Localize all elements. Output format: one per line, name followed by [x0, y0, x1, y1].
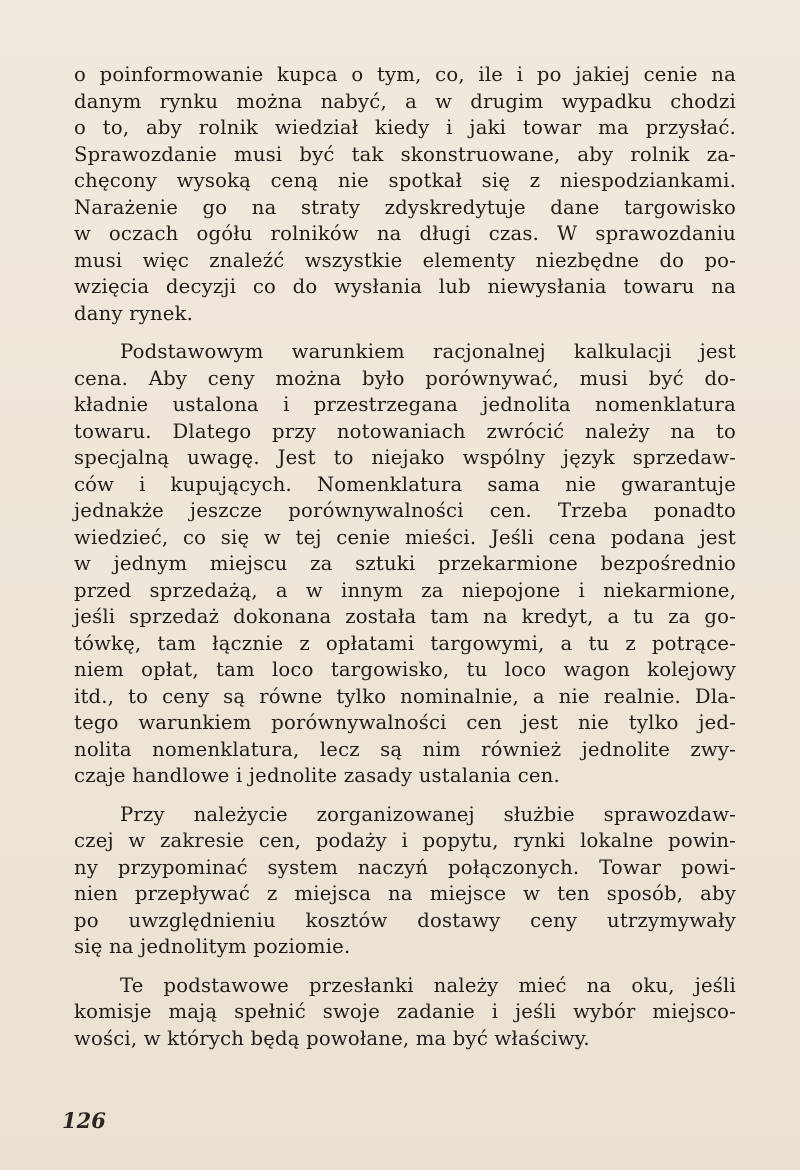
text-line: Podstawowym warunkiem racjonalnej kalkulacji jest: [120, 340, 736, 363]
text-line: się na jednolitym poziomie.: [74, 935, 351, 958]
text-line: Te podstawowe przesłanki należy mieć na oku, jeśli: [120, 973, 736, 997]
text-line: nien przepływać z miejsca na miejsce w ten sposób, aby: [74, 882, 736, 905]
text-line: cena. Aby ceny można było porównywać, musi być do-: [74, 366, 736, 390]
text-line: w jednym miejscu za sztuki przekarmione bezpośrednio: [74, 552, 736, 575]
text-line: o to, aby rolnik wiedział kiedy i jaki towar ma przysłać.: [74, 116, 736, 139]
text-line: komisje mają spełnić swoje zadanie i jeśli wybór miejsco-: [74, 1000, 736, 1023]
text-line: specjalną uwagę. Jest to niejako wspólny język sprzedaw-: [74, 446, 736, 469]
text-line: wości, w których będą powołane, ma być właściwy.: [74, 1026, 590, 1050]
text-line: po uwzględnieniu kosztów dostawy ceny utrzymywały: [74, 908, 736, 932]
text-line: tówkę, tam łącznie z opłatami targowymi, a tu z potrące-: [74, 631, 736, 655]
text-line: jednakże jeszcze porównywalności cen. Trzeba ponadto: [74, 499, 736, 522]
paragraph-1: [74, 62, 736, 327]
body-text: [74, 62, 736, 1052]
text-line: w oczach ogółu rolników na długi czas. W sprawozdaniu: [74, 222, 736, 245]
text-line: wiedzieć, co się w tej cenie mieści. Jeśli cena podana jest: [74, 525, 736, 549]
text-line: towaru. Dlatego przy notowaniach zwrócić należy na to: [74, 419, 736, 443]
text-line: musi więc znaleźć wszystkie elementy niezbędne do po-: [74, 248, 736, 272]
paragraph-4: [74, 973, 736, 1053]
text-line: nolita nomenklatura, lecz są nim również jednolite zwy-: [74, 737, 736, 761]
paragraph-2: [74, 339, 736, 790]
text-line: o poinformowanie kupca o tym, co, ile i po jakiej cenie na: [74, 63, 736, 86]
text-line: dany rynek.: [74, 301, 194, 325]
text-line: jeśli sprzedaż dokonana została tam na kredyt, a tu za go-: [74, 605, 736, 628]
text-line: czej w zakresie cen, podaży i popytu, rynki lokalne powin-: [74, 829, 736, 852]
text-line: czaje handlowe i jednolite zasady ustalania cen.: [74, 764, 560, 787]
text-line: ców i kupujących. Nomenklatura sama nie gwarantuje: [74, 472, 736, 496]
text-line: itd., to ceny są równe tylko nominalnie, a nie realnie. Dla-: [74, 684, 736, 708]
text-line: ny przypominać system naczyń połączonych. Towar powi-: [74, 855, 736, 879]
text-line: kładnie ustalona i przestrzegana jednolita nomenklatura: [74, 393, 736, 416]
text-line: niem opłat, tam loco targowisko, tu loco wagon kolejowy: [74, 658, 736, 681]
page-number: 126: [62, 1108, 106, 1133]
text-line: tego warunkiem porównywalności cen jest nie tylko jed-: [74, 711, 736, 734]
text-line: danym rynku można nabyć, a w drugim wypadku chodzi: [74, 89, 736, 113]
text-line: przed sprzedażą, a w innym za niepojone i niekarmione,: [74, 578, 736, 602]
text-line: Sprawozdanie musi być tak skonstruowane, aby rolnik za-: [74, 142, 736, 166]
text-line: Przy należycie zorganizowanej służbie sprawozdaw-: [120, 802, 736, 826]
text-line: chęcony wysoką ceną nie spotkał się z niespodziankami.: [74, 169, 736, 192]
text-line: wzięcia decyzji co do wysłania lub niewysłania towaru na: [74, 275, 736, 298]
text-line: Narażenie go na straty zdyskredytuje dane targowisko: [74, 195, 736, 219]
paragraph-3: [74, 802, 736, 961]
